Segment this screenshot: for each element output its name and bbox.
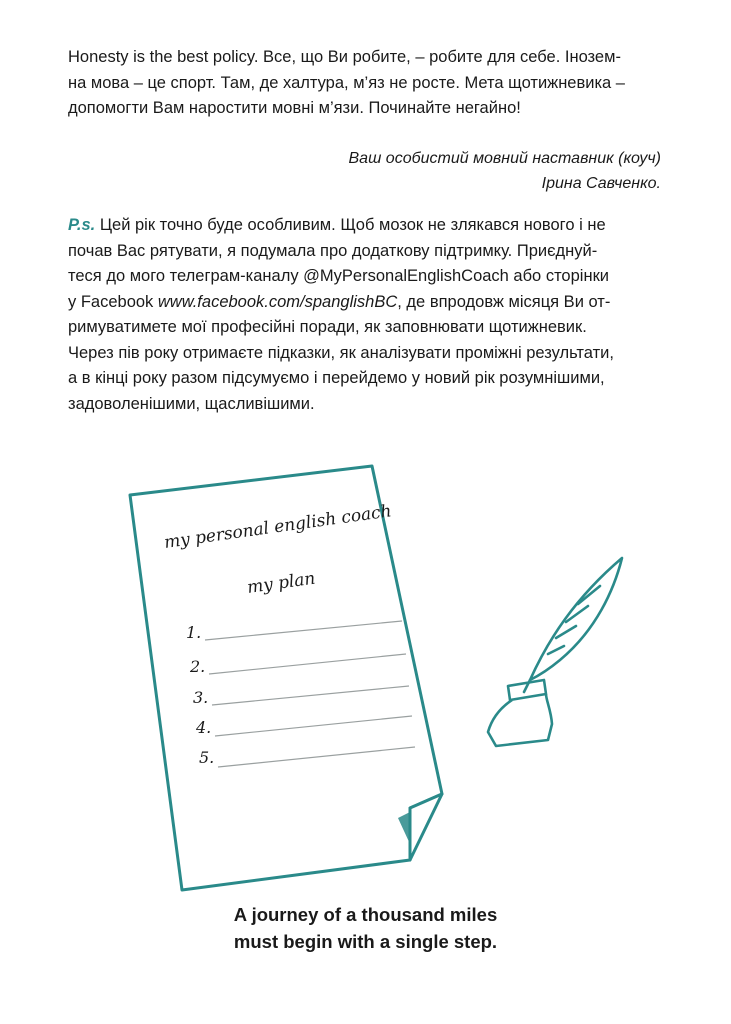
ps-line: Через пів року отримаєте підказки, як аналізувати проміжні результати,	[68, 343, 614, 362]
quote	[0, 901, 731, 955]
signature-name: Ірина Савченко.	[541, 175, 661, 192]
plan-item-number: 1.	[186, 623, 202, 642]
ps-line: теся до мого телеграм-каналу @MyPersonalEnglishCoach або сторінки	[68, 267, 610, 285]
intro-line: допомогти Вам наростити мовні м’язи. Починайте негайно!	[68, 99, 521, 117]
sheet-header: my personal english coach	[162, 501, 393, 553]
ps-line: а в кінці року разом підсумуємо і перейдемо у новий рік розумнішими,	[68, 369, 605, 387]
ps-line: почав Вас рятувати, я подумала про додаткову підтримку. Приєднуй-	[68, 241, 598, 260]
inkwell-icon	[488, 680, 552, 746]
ps-line: задоволенішими, щасливішими.	[68, 394, 315, 413]
ps-line	[68, 290, 668, 316]
plan-item-number: 3.	[193, 688, 209, 707]
ps-line: римуватимете мої професійні поради, як заповнювати щотижневик.	[68, 318, 587, 336]
intro-paragraph	[68, 45, 668, 122]
quote-line: must begin with a single step.	[233, 931, 498, 952]
plan-illustration	[0, 440, 731, 900]
sheet-subheader: my plan	[245, 568, 317, 598]
ps-text: Цей рік точно буде особливим. Щоб мозок не злякався нового і не	[95, 216, 606, 234]
ps-paragraph	[68, 213, 668, 417]
ps-text: у Facebook	[68, 292, 158, 311]
plan-item-number: 2.	[190, 657, 206, 676]
ps-text: , де впродовж місяця Ви от-	[397, 292, 611, 311]
quote-line: A journey of a thousand miles	[233, 904, 498, 925]
intro-line: на мова – це спорт. Там, де халтура, м’яз не росте. Мета щотижневика –	[68, 73, 625, 92]
ps-line	[68, 213, 668, 239]
quill-icon	[524, 558, 622, 692]
intro-line: Honesty is the best policy. Все, що Ви робите, – робите для себе. Інозем-	[68, 48, 621, 66]
signature-role: Ваш особистий мовний наставник (коуч)	[348, 150, 661, 167]
facebook-link[interactable]: www.facebook.com/spanglishBC	[157, 292, 398, 311]
plan-item-number: 4.	[196, 718, 212, 737]
ps-label: P.s.	[68, 216, 96, 234]
plan-item-number: 5.	[199, 748, 215, 767]
signature	[349, 146, 662, 196]
